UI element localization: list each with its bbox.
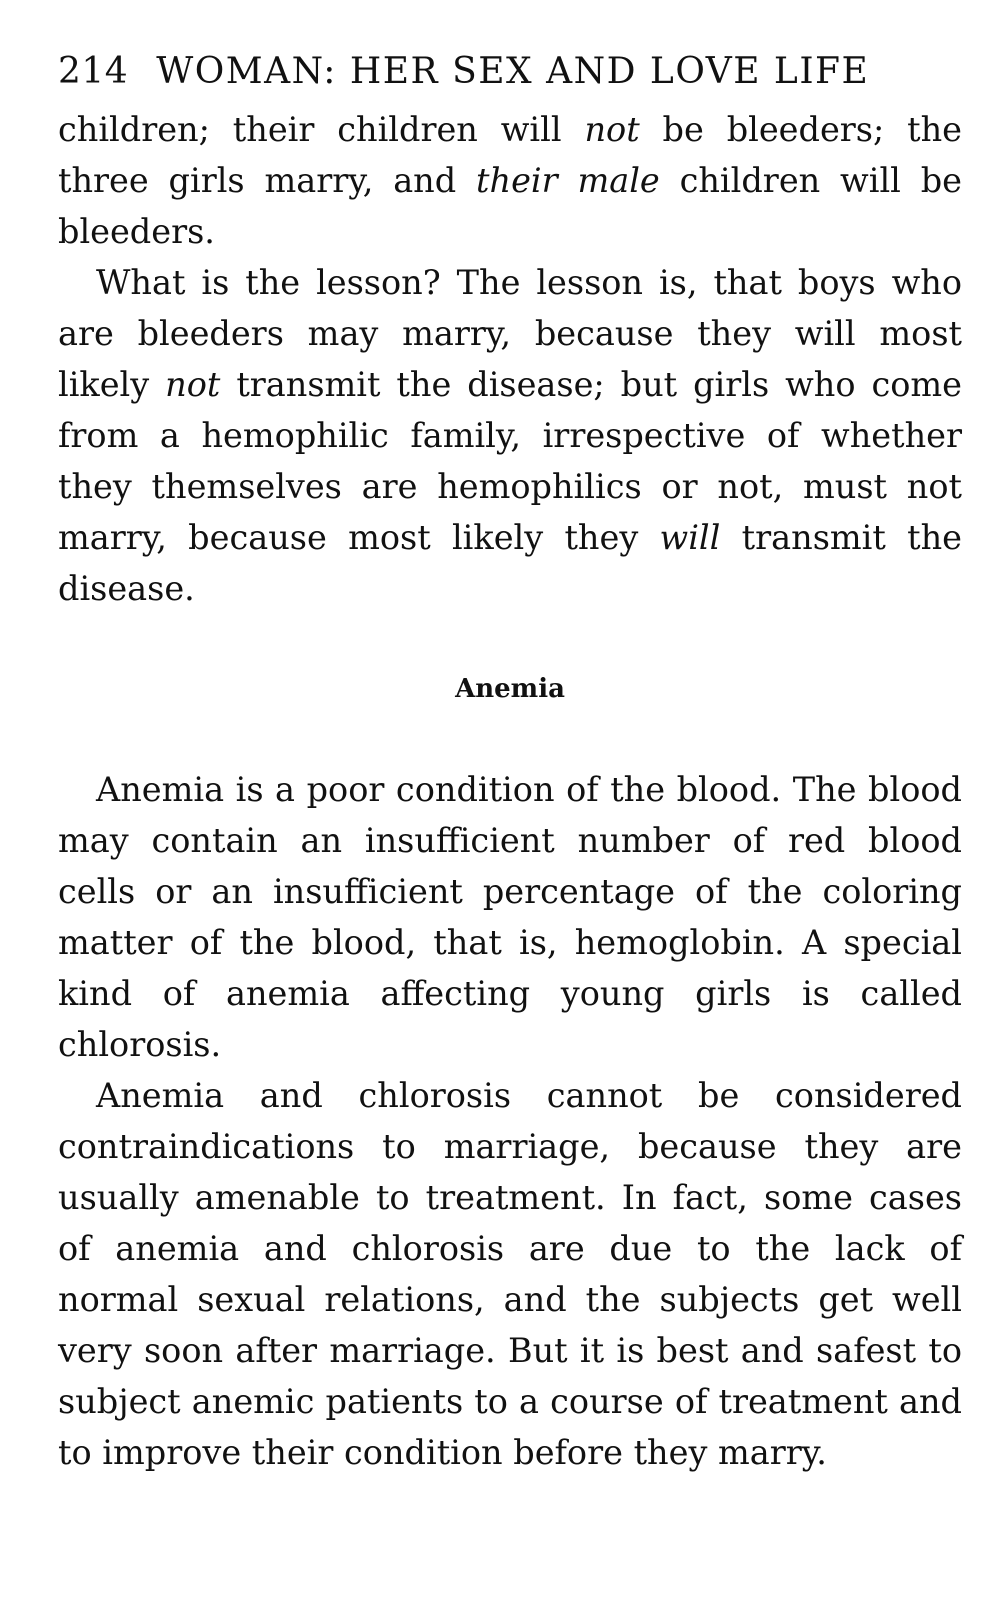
emphasis: will	[659, 518, 721, 557]
emphasis: not	[165, 365, 221, 404]
book-page	[58, 40, 962, 1478]
running-head	[58, 40, 962, 104]
section-heading: Anemia	[455, 674, 565, 704]
page-number: 214	[58, 51, 129, 92]
paragraph-anemia-definition: Anemia is a poor condition of the blood. The blood may contain an insufficient number of red blood cells or an insufficient percentage of the coloring matter of the blood, that is, hemoglobin. A special kind of anemia affecting young girls is called chlorosis.	[58, 770, 962, 1064]
paragraph-lesson: What is the lesson? The lesson is, that boys who are bleeders may marry, because they will most likely not transmit the disease; but girls who come from a hemophilic family, irrespective of whether they themselves are hemophilics or not, must not marry, because most likely they will transmit the disease.	[58, 263, 963, 608]
paragraph-anemia-marriage: Anemia and chlorosis cannot be considered contraindications to marriage, because they are usually amenable to treatment. In fact, some cases of anemia and chlorosis are due to the lack of normal sexual relations, and the subjects get well very soon after marriage. But it is best and safest to subject anemic patients to a course of treatment and to improve their condition before they marry.	[58, 1076, 962, 1472]
running-title: WOMAN: HER SEX AND LOVE LIFE	[156, 51, 870, 92]
emphasis: not	[584, 110, 640, 149]
emphasis: their male	[476, 161, 660, 200]
paragraph-continuation: children; their children will not be bleeders; the three girls marry, and their male children will be bleeders.	[58, 110, 962, 251]
